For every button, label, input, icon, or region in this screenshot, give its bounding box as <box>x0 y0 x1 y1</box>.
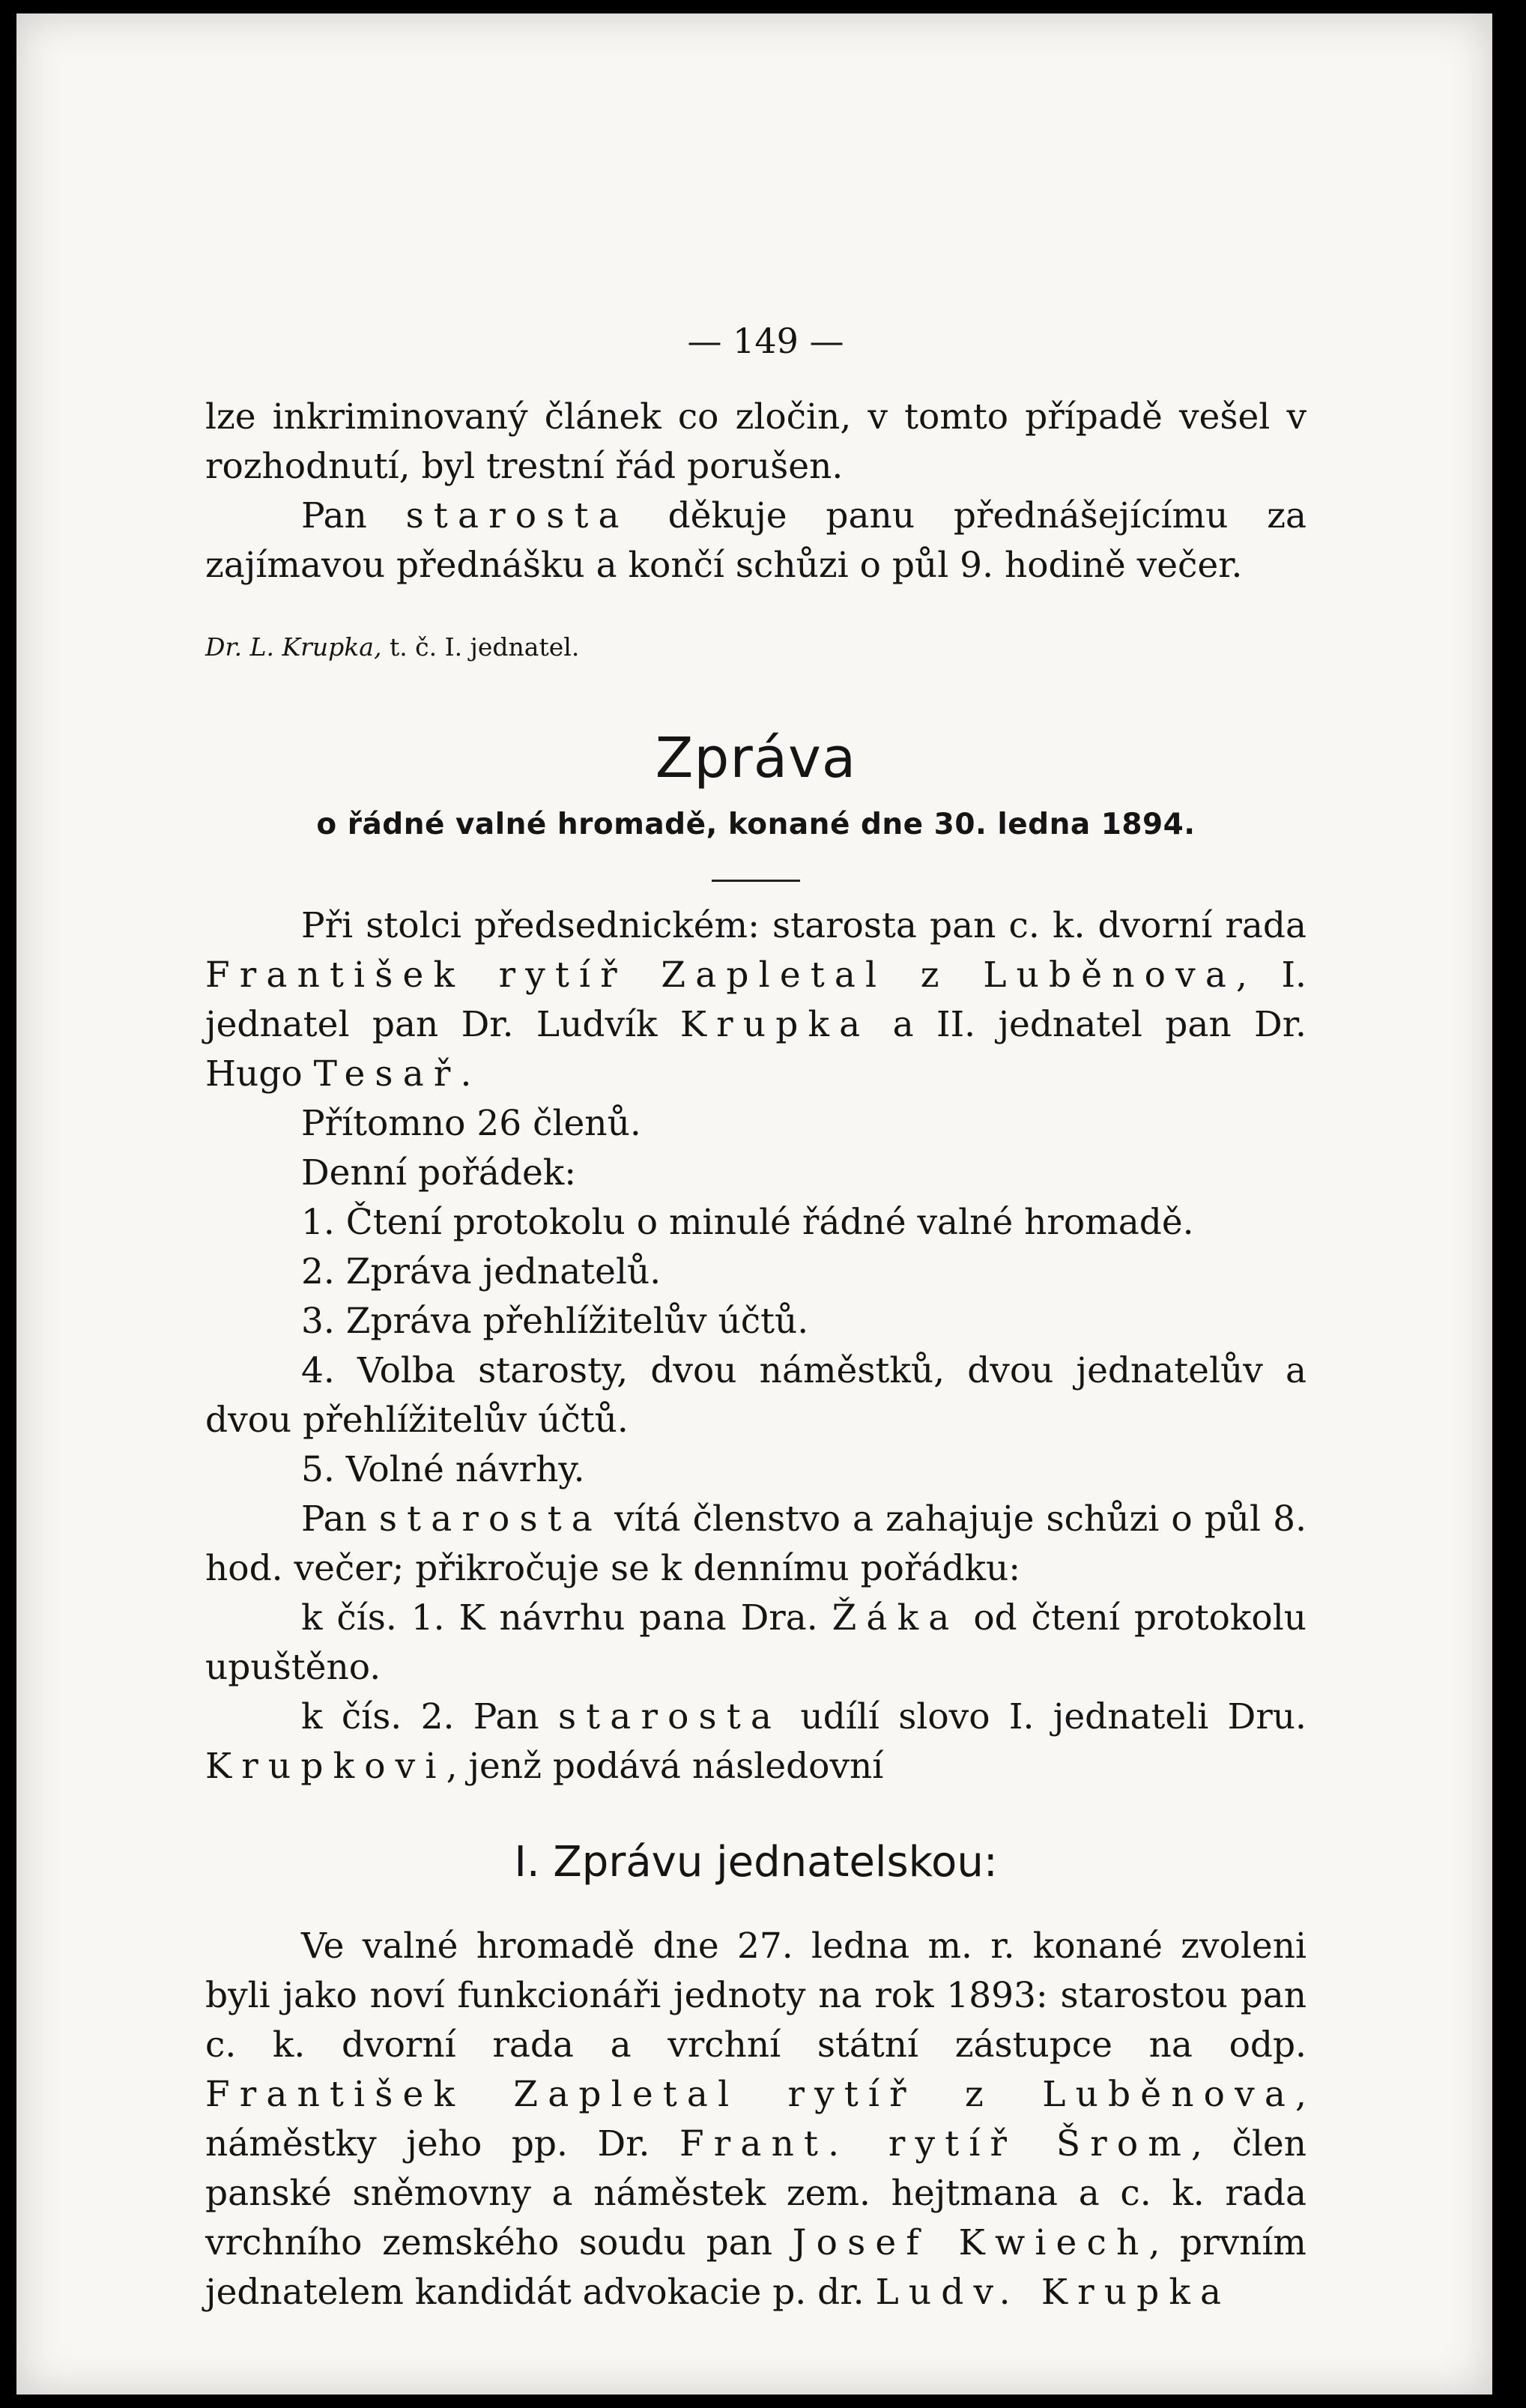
welcome-paragraph <box>205 1495 1307 1594</box>
section-title: I. Zprávu jednatelskou: <box>514 1838 998 1887</box>
text-span: I. jednatel pan Dr. Ludvík <box>205 955 1307 1045</box>
spaced-word: starosta <box>405 495 629 536</box>
spaced-name: Tesař <box>313 1053 461 1095</box>
spaced-name: Josef Kwiech <box>792 2222 1149 2263</box>
text-span: , prvním jednatelem kandidát advokacie p. dr. <box>205 2222 1307 2313</box>
signature-name: Dr. L. Krupka, <box>205 632 382 662</box>
text-span: udílí slovo I. jednateli Dru. <box>781 1696 1307 1737</box>
agenda-item: 1. Čtení protokolu o minulé řádné valné hromadě. <box>301 1202 1194 1243</box>
text-span: Pan <box>301 1498 379 1540</box>
signature-title: t. č. I. jednatel. <box>381 632 580 662</box>
item2-paragraph <box>205 1692 1307 1791</box>
intro-paragraph: lze inkriminovaný článek co zločin, v tomto případě vešel v rozhodnutí, byl trestní řád porušen. <box>205 396 1307 487</box>
agenda-item: 5. Volné návrhy. <box>301 1449 585 1490</box>
book-page <box>16 13 1492 2395</box>
section-paragraph <box>205 1922 1307 2317</box>
text-span: , člen panské sněmovny a náměstek zem. hejtmana a c. k. rada vrchního zemského soudu pan <box>205 2123 1307 2263</box>
page-text <box>205 393 1307 2317</box>
spaced-name: Žáka <box>832 1597 960 1639</box>
text-span: od čtení protokolu upuštěno. <box>205 1597 1307 1688</box>
present-line: Přítomno 26 členů. <box>301 1103 641 1144</box>
report-title: Zpráva <box>655 726 857 790</box>
text-span: a II. jednatel pan Dr. Hugo <box>205 1004 1307 1095</box>
text-span: Ve valné hromadě dne 27. ledna m. r. konané zvoleni byli jako noví funkcionáři jednoty na rok 1893: starostou pan c. k. dvorní rada a vrchní státní zástupce na odp. <box>205 1926 1307 2066</box>
text-span: Při stolci předsednickém: starosta pan c. k. dvorní rada <box>301 905 1307 946</box>
text-span: Pan <box>301 495 406 536</box>
spaced-name: Ludv. Krupka <box>875 2272 1232 2313</box>
spaced-word: starosta <box>378 1498 602 1540</box>
page-number: — 149 — <box>687 321 844 361</box>
spaced-word: starosta <box>557 1696 782 1737</box>
spaced-name: Krupkovi <box>205 1746 446 1787</box>
text-span: , jenž podává následovní <box>446 1746 884 1787</box>
item1-paragraph <box>205 1594 1307 1692</box>
divider <box>712 880 800 882</box>
agenda-item: 3. Zpráva přehlížitelův účtů. <box>301 1301 809 1342</box>
spaced-name: Frant. rytíř Šrom <box>679 2123 1192 2165</box>
spaced-name: Krupka <box>679 1004 871 1045</box>
text-span: k čís. 1. K návrhu pana Dra. <box>301 1597 832 1639</box>
text-span: vítá členstvo a zahajuje schůzi o půl 8. hod. večer; přikročuje se k dennímu pořádku: <box>205 1498 1307 1589</box>
signature <box>205 631 1307 664</box>
agenda-item: 2. Zpráva jednatelů. <box>301 1251 661 1292</box>
text-span: . <box>460 1053 472 1095</box>
report-subtitle: o řádné valné hromadě, konané dne 30. ledna 1894. <box>316 808 1196 841</box>
spaced-name: František Zapletal rytíř z Luběnova <box>205 2074 1296 2115</box>
text-span: , náměstky jeho pp. Dr. <box>205 2074 1307 2165</box>
presiding-paragraph <box>205 901 1307 1099</box>
spaced-name: František rytíř Zapletal z Luběnova, <box>205 955 1258 996</box>
text-span: děkuje panu přednášejícímu za zajímavou přednášku a končí schůzi o půl 9. hodině večer. <box>205 495 1307 586</box>
text-span: k čís. 2. Pan <box>301 1696 558 1737</box>
agenda-item: 4. Volba starosty, dvou náměstků, dvou jednatelův a dvou přehlížitelův účtů. <box>205 1350 1307 1441</box>
agenda-title: Denní pořádek: <box>301 1152 577 1194</box>
closing-paragraph <box>205 491 1307 590</box>
